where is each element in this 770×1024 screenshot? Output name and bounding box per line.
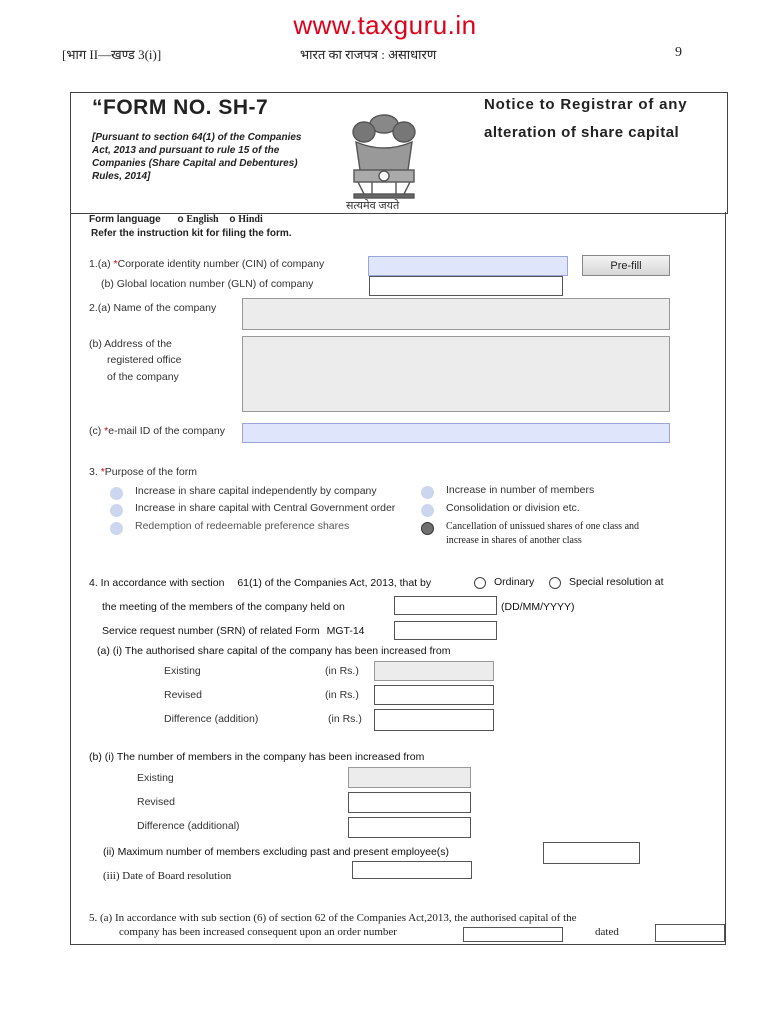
required-star: * [113, 258, 118, 270]
s4-intro-cont: of the Companies Act, 2013, that by [264, 577, 432, 589]
s4b-prefix: (b) [89, 751, 102, 763]
s5-order-line2: company has been increased consequent upon an order number [119, 926, 397, 938]
hindi-radio[interactable]: o [229, 214, 236, 225]
srn-form-name: MGT-14 [326, 625, 365, 637]
purpose-opt-cancellation-line1: Cancellation of unissued shares of one class and [446, 521, 640, 532]
form-language-label: Form language [89, 214, 161, 225]
special-resolution-label: Special resolution at [569, 576, 664, 588]
company-name-label: 2.(a) Name of the company [89, 302, 217, 314]
s4-intro: 4. In accordance with section [89, 577, 225, 589]
special-resolution-radio[interactable] [549, 577, 561, 589]
purpose-opt-members: Increase in number of members [446, 484, 595, 496]
board-resolution-date-label: (iii) Date of Board resolution [103, 870, 232, 882]
purpose-opt-consolidation: Consolidation or division etc. [446, 502, 580, 514]
capital-existing-input[interactable] [374, 661, 494, 681]
members-revised-input[interactable] [348, 792, 471, 813]
email-label: e-mail ID of the company [108, 425, 225, 437]
order-number-input[interactable] [463, 927, 563, 942]
purpose-radio-redemption[interactable] [110, 522, 123, 535]
cin-label: Corporate identity number (CIN) of company [117, 258, 325, 270]
required-star: * [104, 425, 109, 437]
s4a-prefix: (a) [97, 645, 110, 657]
page-number: 9 [675, 45, 682, 60]
order-date-input[interactable] [655, 924, 725, 942]
gazette-title: भारत का राजपत्र : असाधारण [300, 47, 437, 62]
purpose-opt-increase-capital: Increase in share capital independently by company [135, 485, 377, 497]
capital-difference-unit: (in Rs.) [328, 713, 362, 725]
gazette-part-label: [भाग II—खण्ड 3(i)] [62, 47, 162, 62]
s5-order-line1: 5. (a) In accordance with sub section (6) of section 62 of the Companies Act,2013, the authorised capital of the [89, 912, 577, 924]
company-name-input[interactable] [242, 298, 670, 330]
gln-label: (b) Global location number (GLN) of company [101, 278, 314, 290]
meeting-date-label: the meeting of the members of the company held on [102, 601, 345, 613]
purpose-radio-members[interactable] [421, 486, 434, 499]
capital-existing-unit: (in Rs.) [325, 665, 359, 677]
instruction-kit-note: Refer the instruction kit for filing the form. [91, 228, 292, 239]
board-resolution-date-input[interactable] [352, 861, 472, 879]
ordinary-resolution-label: Ordinary [494, 576, 535, 588]
members-existing-label: Existing [137, 772, 174, 784]
authorised-capital-heading: (i) The authorised share capital of the company has been increased from [112, 645, 451, 657]
prefill-button[interactable]: Pre-fill [582, 255, 670, 276]
gln-input[interactable] [369, 276, 563, 296]
max-members-label: (ii) Maximum number of members excluding past and present employee(s) [103, 846, 450, 858]
members-difference-label: Difference (additional) [137, 820, 240, 832]
purpose-radio-consolidation[interactable] [421, 504, 434, 517]
hindi-label: Hindi [238, 214, 263, 225]
purpose-label: Purpose of the form [104, 466, 197, 478]
capital-revised-label: Revised [164, 689, 202, 701]
purpose-opt-central-govt: Increase in share capital with Central Government order [135, 502, 396, 514]
capital-revised-unit: (in Rs.) [325, 689, 359, 701]
members-heading: (i) The number of members in the company has been increased from [104, 751, 425, 763]
purpose-opt-cancellation-line2: increase in shares of another class [446, 535, 582, 546]
srn-input[interactable] [394, 621, 497, 640]
form-notice-line1: Notice to Registrar of any [484, 96, 688, 113]
english-label: English [186, 214, 219, 225]
s4-section-ref: 61(1) [237, 577, 262, 589]
members-existing-input[interactable] [348, 767, 471, 788]
email-prefix: (c) [89, 425, 102, 437]
form-title: “FORM NO. SH-7 [92, 96, 269, 119]
meeting-date-input[interactable] [394, 596, 497, 615]
national-emblem-icon [342, 110, 426, 212]
members-difference-input[interactable] [348, 817, 471, 838]
emblem-motto: सत्यमेव जयते [346, 200, 400, 212]
cin-input[interactable] [368, 256, 568, 276]
required-star: * [100, 466, 105, 478]
capital-difference-label: Difference (addition) [164, 713, 259, 725]
address-label-line2: registered office [107, 354, 182, 366]
max-members-input[interactable] [543, 842, 640, 864]
srn-label: Service request number (SRN) of related Form [102, 625, 320, 637]
ordinary-resolution-radio[interactable] [474, 577, 486, 589]
members-revised-label: Revised [137, 796, 175, 808]
address-label-line3: of the company [107, 371, 179, 383]
cin-prefix: 1.(a) [89, 258, 111, 270]
purpose-radio-cancellation[interactable] [421, 522, 434, 535]
watermark: www.taxguru.in [293, 10, 477, 40]
form-pursuant-text: [Pursuant to section 64(1) of the Companies Act, 2013 and pursuant to rule 15 of the Companies (Share Capital and Debentures) Rules, 2014] [92, 132, 302, 182]
purpose-opt-redemption: Redemption of redeemable preference shares [135, 520, 350, 532]
form-notice-line2: alteration of share capital [484, 124, 680, 141]
capital-revised-input[interactable] [374, 685, 494, 705]
english-radio[interactable]: o [177, 214, 184, 225]
address-label-line1: (b) Address of the [89, 338, 172, 350]
purpose-radio-central-govt[interactable] [110, 504, 123, 517]
email-input[interactable] [242, 423, 670, 443]
purpose-radio-increase-capital[interactable] [110, 487, 123, 500]
purpose-prefix: 3. [89, 466, 98, 478]
order-dated-label: dated [595, 926, 619, 938]
capital-difference-input[interactable] [374, 709, 494, 731]
registered-office-address-input[interactable] [242, 336, 670, 412]
capital-existing-label: Existing [164, 665, 201, 677]
date-format-hint: (DD/MM/YYYY) [501, 601, 575, 613]
